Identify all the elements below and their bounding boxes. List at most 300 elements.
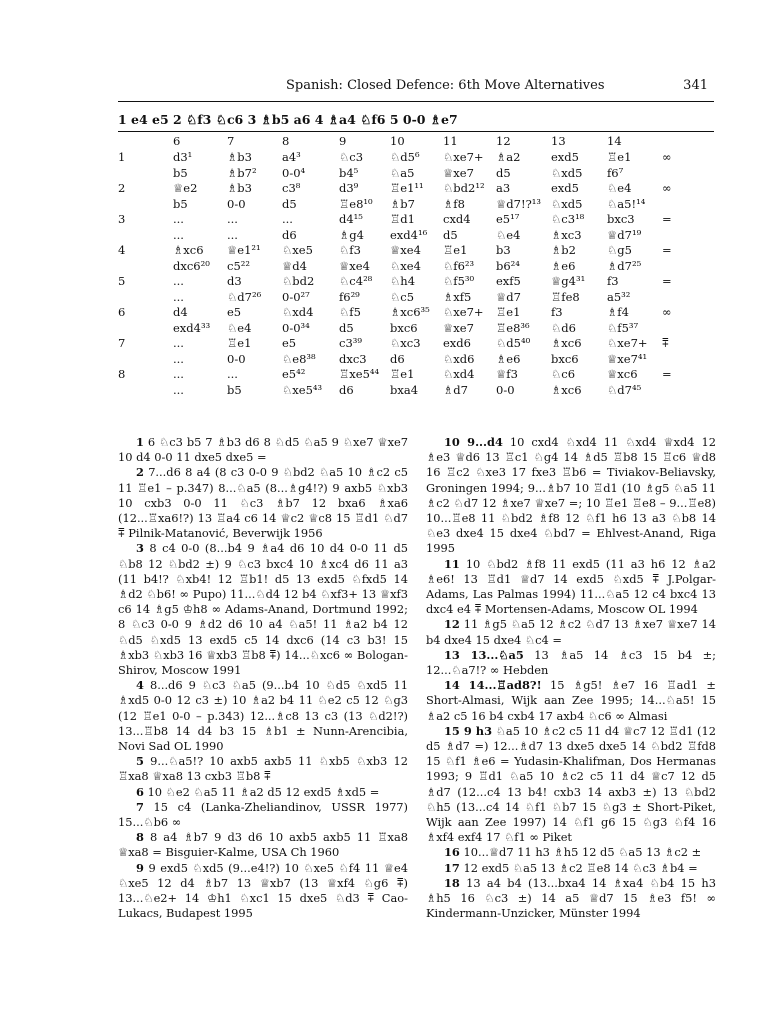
white-move: ...: [227, 367, 238, 381]
note-paragraph: [426, 617, 716, 647]
note-number: 8: [136, 830, 144, 845]
move-cell: [282, 336, 316, 367]
move-cell: [496, 212, 520, 243]
black-move: 0-0: [227, 196, 246, 211]
note-paragraph: [426, 648, 716, 678]
move-cell: [173, 243, 210, 274]
note-text: 10 cxd4 ♘xd4 11 ♘xd4 ♕xd4 12 ♗e3 ♕d6 13 ♖c1 ♘g4 14 ♗d5 ♖b8 15 ♖c6 ♕d8 16 ♖c2 ♘xe3 17 fxe3 ♖b6 = Tiviakov-Beliavsky, Groningen 1994; 9...♗b7 10 ♖d1 (10 ♗g5 ♘a5 11 ♗c2 ♘d7 12 ♗xe7 ♕xe7 =; 10 ♖e1 ♖e8 – 9...♖e8) 10...♖e8 11 ♘bd2 ♗f8 12 ♘f1 h6 13 a3 ♘b8 14 ♘e3 dxe4 15 dxe4 ♘bd7 = Ehlvest-Anand, Riga 1995: [426, 435, 717, 556]
note-text: 15 ♗g5! ♗e7 16 ♖ad1 ± Short-Almasi, Wijk aan Zee 1995; 14...♘a5! 15 ♗a2 c5 16 b4 cxb4 17 axb4 ♘c6 ∞ Almasi: [426, 678, 716, 723]
note-text: 15 c4 (Lanka-Zheliandinov, USSR 1977) 15...♘b6 ∞: [118, 799, 409, 830]
move-cell: [227, 212, 238, 243]
white-move: ♘bd2: [282, 274, 315, 288]
note-paragraph: [426, 724, 716, 846]
black-move: a5³²: [607, 289, 631, 304]
row-number: 3: [118, 212, 126, 226]
white-move: ♘c6: [551, 367, 576, 381]
note-number: 4: [136, 678, 144, 693]
black-move: 0-0³⁴: [282, 320, 310, 335]
white-move: ♘c3: [339, 150, 364, 164]
move-cell: [339, 336, 367, 367]
black-move: ♕xe4: [339, 258, 370, 273]
note-paragraph: [118, 785, 408, 800]
note-number: 6: [136, 784, 144, 799]
move-cell: [443, 243, 474, 274]
table-row: [118, 274, 714, 305]
black-move: ...: [173, 289, 184, 304]
black-move: ♕xe7: [443, 320, 474, 335]
column-header: 8: [282, 134, 290, 148]
evaluation: =: [662, 274, 672, 288]
note-text: 6 ♘c3 b5 7 ♗b3 d6 8 ♘d5 ♘a5 9 ♘xe7 ♕xe7 10 d4 0-0 11 dxe5 dxe5 =: [118, 435, 408, 465]
move-cell: [607, 274, 630, 305]
black-move: ♕d7!?¹³: [496, 196, 541, 211]
black-move: 0-0: [496, 382, 515, 397]
black-move: ♘e8³⁸: [282, 351, 316, 366]
black-move: c5²²: [227, 258, 250, 273]
black-move: ♖e8³⁶: [496, 320, 530, 335]
move-cell: [173, 181, 197, 212]
move-cell: [282, 274, 314, 305]
column-header: 13: [551, 134, 566, 148]
note-paragraph: [118, 435, 408, 465]
black-move: ♗g4: [339, 227, 364, 242]
move-cell: [496, 305, 530, 336]
move-cell: [443, 367, 474, 398]
white-move: e5¹⁷: [496, 212, 520, 226]
move-cell: [496, 243, 520, 274]
black-move: ♘f5³⁷: [607, 320, 639, 335]
black-move: ♘d6: [551, 320, 576, 335]
black-move: 0-0: [227, 351, 246, 366]
move-cell: [607, 336, 648, 367]
black-move: ...: [173, 382, 184, 397]
white-move: f3: [607, 274, 619, 288]
white-move: ...: [173, 367, 184, 381]
note-number: 7: [136, 799, 144, 814]
white-move: ♕xe4: [390, 243, 421, 257]
black-move: b5: [227, 382, 242, 397]
move-cell: [227, 181, 252, 212]
white-move: ♖e1: [227, 336, 252, 350]
move-cell: [496, 367, 518, 398]
row-number: 2: [118, 181, 126, 195]
white-move: ♘f5³⁰: [443, 274, 475, 288]
move-cell: [496, 150, 520, 181]
white-move: f3: [551, 305, 563, 319]
white-move: ♗b2: [551, 243, 576, 257]
move-cell: [443, 150, 484, 181]
black-move: ♗b7: [390, 196, 415, 211]
black-move: ♘f6²³: [443, 258, 475, 273]
white-move: d4¹⁵: [339, 212, 363, 226]
note-number: 2: [136, 465, 144, 480]
move-cell: [390, 305, 430, 336]
note-text: 8 c4 0-0 (8...b4 9 ♗a4 d6 10 d4 0-0 11 d5 ♘b8 12 ♘bd2 ±) 9 ♘c3 bxc4 10 ♗xc4 d6 11 a3 (11 b4!? ♘xb4! 12 ♖b1! d5 13 exd5 ♘fxd5 14 ♗d2 ♘b6! ∞ Pupo) 11...♘d4 12 b4 ♘xf3+ 13 ♕xf3 c6 14 ♗g5 ♔h8 ∞ Adams-Anand, Dortmund 1992; 8 ♘c3 0-0 9 ♗d2 d6 10 a4 ♘a5! 11 ♗a2 b4 12 ♘d5 ♘xd5 13 exd5 c5 14 dxc6 (14 c3 b3! 15 ♗xb3 ♘xb3 16 ♕xb3 ♖b8 ⩱) 14...♘xc6 ∞ Bologan-Shirov, Moscow 1991: [118, 541, 408, 678]
white-move: exd6: [443, 336, 471, 350]
black-move: d6: [339, 382, 354, 397]
evaluation: ∞: [662, 181, 672, 195]
note-number: 1: [136, 435, 144, 449]
white-move: ♘d5⁶: [390, 150, 420, 164]
move-cell: [443, 212, 471, 243]
note-paragraph: [118, 800, 408, 830]
move-cell: [282, 367, 322, 398]
note-number: 11: [444, 556, 460, 571]
note-number: 13 13...♘a5: [444, 647, 524, 662]
white-move: ♗xc6³⁵: [390, 305, 430, 319]
opening-line: 1 e4 e5 2 ♘f3 ♘c6 3 ♗b5 a6 4 ♗a4 ♘f6 5 0-0 ♗e7: [118, 112, 458, 127]
black-move: d5: [443, 227, 458, 242]
white-move: ♘d5⁴⁰: [496, 336, 531, 350]
black-move: ♘xe4: [390, 258, 421, 273]
move-cell: [227, 367, 242, 398]
opening-rule: [118, 131, 714, 132]
white-move: ♘xd4: [443, 367, 475, 381]
black-move: 0-0⁴: [282, 165, 306, 180]
move-cell: [339, 212, 364, 243]
black-move: ♘a5!¹⁴: [607, 196, 646, 211]
move-cell: [496, 274, 521, 305]
black-move: ♗f8: [443, 196, 465, 211]
black-move: ♘xe5⁴³: [282, 382, 323, 397]
black-move: ♗xf5: [443, 289, 472, 304]
move-cell: [551, 336, 582, 367]
black-move: ♕d4: [282, 258, 307, 273]
black-move: b4⁵: [339, 165, 359, 180]
note-paragraph: [426, 435, 716, 557]
white-move: exf5: [496, 274, 521, 288]
move-cell: [282, 212, 297, 243]
note-number: 9: [136, 860, 144, 875]
black-move: dxc6²⁰: [173, 258, 210, 273]
move-cell: [227, 305, 251, 336]
move-cell: [173, 212, 184, 243]
white-move: ♘h4: [390, 274, 416, 288]
move-cell: [227, 274, 261, 305]
note-text: 13 ♗a5 14 ♗c3 15 b4 ±; 12...♘a7!? ∞ Hebden: [426, 647, 716, 678]
note-paragraph: [118, 678, 408, 754]
white-move: e5: [227, 305, 242, 319]
white-move: ♘xe5: [282, 243, 313, 257]
move-table: [118, 134, 714, 398]
move-cell: [339, 150, 363, 181]
column-header: 12: [496, 134, 511, 148]
black-move: f6²⁹: [339, 289, 360, 304]
white-move: ♘f5: [339, 305, 361, 319]
note-number: 15 9 h3: [444, 723, 493, 738]
table-row: [118, 243, 714, 274]
note-paragraph: [118, 754, 408, 784]
black-move: ♘a5: [390, 165, 415, 180]
note-text: 11 ♗g5 ♘a5 12 ♗c2 ♘d7 13 ♗xe7 ♕xe7 14 b4 dxe4 15 dxe4 ♘c4 =: [426, 617, 716, 647]
column-header: 11: [443, 134, 458, 148]
note-text: 7...d6 8 a4 (8 c3 0-0 9 ♘bd2 ♘a5 10 ♗c2 c5 11 ♖e1 – p.347) 8...♘a5 (8...♗g4!?) 9 axb5 ♘xb3 10 cxb3 0-0 11 ♘c3 ♗b7 12 bxa6 ♗xa6 (12...♖xa6!?) 13 ♖a4 c6 14 ♕c2 ♕c8 15 ♖d1 ♘d7 ⩱ Pilnik-Matanović, Beverwijk 1956: [118, 465, 408, 541]
move-cell: [607, 212, 641, 243]
table-row: [118, 181, 714, 212]
white-move: ♕g4³¹: [551, 274, 586, 288]
move-cell: [551, 150, 582, 181]
white-move: d3¹: [173, 150, 193, 164]
white-move: ...: [173, 274, 184, 288]
black-move: d5: [496, 165, 511, 180]
column-header: 14: [607, 134, 622, 148]
row-number: 8: [118, 367, 126, 381]
black-move: ♗xc6: [551, 382, 582, 397]
white-move: ♖e1: [607, 150, 632, 164]
white-move: a3: [496, 181, 511, 195]
move-cell: [551, 181, 582, 212]
black-move: ♘xd6: [443, 351, 475, 366]
note-text: 13 a4 b4 (13...bxa4 14 ♗xa4 ♘b4 15 h3 ♗h5 16 ♘c3 ±) 14 a5 ♕d7 15 ♗e3 f5! ∞ Kindermann-Unzicker, Münster 1994: [426, 875, 716, 921]
black-move: bxa4: [390, 382, 419, 397]
note-paragraph: [118, 861, 408, 922]
white-move: ♕xc6: [607, 367, 638, 381]
black-move: ...: [227, 227, 238, 242]
black-move: d6: [282, 227, 297, 242]
move-cell: [282, 243, 313, 274]
move-cell: [443, 181, 485, 212]
white-move: ♘xc3: [390, 336, 421, 350]
black-move: ♘xd5: [551, 165, 583, 180]
black-move: ♘c5: [390, 289, 415, 304]
column-header: 9: [339, 134, 347, 148]
column-header: 7: [227, 134, 235, 148]
black-move: ♗xc3: [551, 227, 582, 242]
row-number: 7: [118, 336, 126, 350]
notes-column-left: [118, 435, 408, 922]
move-cell: [173, 150, 192, 181]
note-text: 9...♘a5!? 10 axb5 axb5 11 ♘xb5 ♘xb3 12 ♖xa8 ♕xa8 13 cxb3 ♖b8 ⩱: [118, 754, 408, 784]
move-cell: [339, 367, 379, 398]
white-move: ♘g5: [607, 243, 632, 257]
note-number: 10 9...d4: [444, 435, 503, 449]
white-move: ♗b3: [227, 150, 252, 164]
black-move: ♖fe8: [551, 289, 580, 304]
column-header: 10: [390, 134, 405, 148]
note-number: 5: [136, 754, 144, 769]
black-move: b6²⁴: [496, 258, 520, 273]
header-rule: [118, 101, 714, 102]
black-move: ...: [173, 351, 184, 366]
page-number: 341: [683, 78, 708, 93]
note-paragraph: [118, 541, 408, 678]
move-cell: [551, 305, 576, 336]
chapter-title: Spanish: Closed Defence: 6th Move Alternatives: [286, 78, 605, 93]
white-move: ♘xe7+: [607, 336, 648, 350]
note-text: ♘a5 10 ♗c2 c5 11 d4 ♕c7 12 ♖d1 (12 d5 ♗d7 =) 12...♗d7 13 dxe5 dxe5 14 ♘bd2 ♖fd8 15 ♘f1 ♗e6 = Yudasin-Khalifman, Dos Hermanas 1993; 9 ♖d1 ♘a5 10 ♗c2 c5 11 d4 ♕c7 12 d5 ♗d7 (12...c4 13 b4! cxb3 14 axb3 ±) 13 ♘bd2 ♘h5 (13...c4 14 ♘f1 ♘b7 15 ♘g3 ± Short-Piket, Wijk aan Zee 1997) 14 ♘f1 g6 15 ♘g3 ♘f4 16 ♗xf4 exf4 17 ♘f1 ∞ Piket: [426, 723, 716, 845]
black-move: exd4¹⁶: [390, 227, 428, 242]
black-move: ♕xe7: [443, 165, 474, 180]
black-move: ♗b7²: [227, 165, 257, 180]
white-move: ♘f3: [339, 243, 361, 257]
black-move: bxc6: [390, 320, 418, 335]
white-move: ♘xd4: [282, 305, 314, 319]
white-move: ...: [227, 212, 238, 226]
row-number: 6: [118, 305, 126, 319]
move-cell: [227, 150, 257, 181]
row-number: 1: [118, 150, 126, 164]
black-move: ♗d7: [443, 382, 468, 397]
white-move: ...: [282, 212, 293, 226]
black-move: ♗d7²⁵: [607, 258, 642, 273]
move-cell: [390, 367, 418, 398]
note-paragraph: [426, 876, 716, 922]
evaluation: ⩱: [662, 336, 669, 350]
move-cell: [339, 243, 370, 274]
table-row: [118, 305, 714, 336]
move-cell: [173, 305, 210, 336]
move-cell: [607, 305, 638, 336]
white-move: exd5: [551, 150, 579, 164]
table-row: [118, 212, 714, 243]
black-move: b5: [173, 196, 188, 211]
note-number: 12: [444, 617, 460, 632]
table-row: [118, 367, 714, 398]
white-move: c3⁸: [282, 181, 301, 195]
note-text: 10 ♘bd2 ♗f8 11 exd5 (11 a3 h6 12 ♗a2 ♗e6! 13 ♖d1 ♕d7 14 exd5 ♘xd5 ⩱ J.Polgar-Adams, Las Palmas 1994) 11...♘a5 12 c4 bxc4 13 dxc4 e4 ⩱ Mortensen-Adams, Moscow OL 1994: [426, 556, 716, 617]
move-cell: [173, 336, 184, 367]
white-move: b3: [496, 243, 511, 257]
running-header: [118, 78, 714, 100]
note-paragraph: [426, 861, 716, 876]
move-cell: [282, 181, 300, 212]
move-cell: [282, 150, 305, 181]
note-text: 8 a4 ♗b7 9 d3 d6 10 axb5 axb5 11 ♖xa8 ♕xa8 = Bisguier-Kalme, USA Ch 1960: [118, 830, 408, 860]
white-move: e5: [282, 336, 297, 350]
move-cell: [551, 274, 585, 305]
move-cell: [390, 150, 420, 181]
note-number: 14 14...♖ad8?!: [444, 678, 542, 693]
move-cell: [390, 274, 415, 305]
note-number: 3: [136, 541, 144, 556]
black-move: 0-0²⁷: [282, 289, 310, 304]
black-move: ...: [173, 227, 184, 242]
white-move: d3: [227, 274, 242, 288]
evaluation: =: [662, 367, 672, 381]
black-move: exd4³³: [173, 320, 211, 335]
move-cell: [496, 336, 530, 367]
move-cell: [607, 150, 631, 181]
move-cell: [339, 274, 372, 305]
move-cell: [173, 274, 184, 305]
black-move: ♖e8¹⁰: [339, 196, 373, 211]
move-cell: [607, 243, 641, 274]
black-move: ♗e6: [496, 351, 521, 366]
black-move: d5: [339, 320, 354, 335]
black-move: ♘d7⁴⁵: [607, 382, 642, 397]
move-cell: [607, 367, 641, 398]
notes-column-right: [426, 435, 716, 922]
white-move: ♕e2: [173, 181, 198, 195]
note-text: 10 ♘e2 ♘a5 11 ♗a2 d5 12 exd5 ♗xd5 =: [147, 784, 380, 799]
black-move: bxc6: [551, 351, 579, 366]
black-move: dxc3: [339, 351, 367, 366]
move-cell: [607, 181, 645, 212]
white-move: ♘e4: [607, 181, 632, 195]
evaluation: ∞: [662, 305, 672, 319]
white-move: ♘c3¹⁸: [551, 212, 585, 226]
note-text: 12 exd5 ♘a5 13 ♗c2 ♖e8 14 ♘c3 ♗b4 =: [463, 860, 698, 875]
note-text: 9 exd5 ♘xd5 (9...e4!?) 10 ♘xe5 ♘f4 11 ♕e4 ♘xe5 12 d4 ♗b7 13 ♕xb7 (13 ♕xf4 ♘g6 ⩱) 13...♘e2+ 14 ♔h1 ♘xc1 15 dxe5 ♘d3 ⩱ Cao-Lukacs, Budapest 1995: [118, 860, 408, 921]
black-move: d5: [282, 196, 297, 211]
white-move: ♗b3: [227, 181, 252, 195]
black-move: ♕d7¹⁹: [607, 227, 642, 242]
move-cell: [339, 305, 361, 336]
row-number: 5: [118, 274, 126, 288]
black-move: ♘e4: [227, 320, 252, 335]
evaluation: ∞: [662, 150, 672, 164]
white-move: ♖e1¹¹: [390, 181, 424, 195]
white-move: ♕f3: [496, 367, 518, 381]
white-move: ♖e1: [390, 367, 415, 381]
move-cell: [443, 274, 474, 305]
note-text: 8...d6 9 ♘c3 ♘a5 (9...b4 10 ♘d5 ♘xd5 11 ♗xd5 0-0 12 c3 ±) 10 ♗a2 b4 11 ♘e2 c5 12 ♘g3 (12 ♖e1 0-0 – p.343) 12...♗c8 13 c3 (13 ♘d2!?) 13...♖b8 14 d4 b3 15 ♗b1 ± Nunn-Arencibia, Novi Sad OL 1990: [118, 678, 409, 754]
move-cell: [227, 336, 251, 367]
white-move: ♘bd2¹²: [443, 181, 485, 195]
white-move: ♕e1²¹: [227, 243, 261, 257]
move-cell: [390, 181, 424, 212]
white-move: a4³: [282, 150, 301, 164]
white-move: ♘xe7+: [443, 150, 484, 164]
row-number: 4: [118, 243, 126, 257]
note-text: 10...♕d7 11 h3 ♗h5 12 d5 ♘a5 13 ♗c2 ±: [463, 845, 702, 860]
black-move: b5: [173, 165, 188, 180]
black-move: ♗e6: [551, 258, 576, 273]
white-move: c3³⁹: [339, 336, 362, 350]
move-cell: [282, 305, 313, 336]
white-move: ♘c4²⁸: [339, 274, 373, 288]
white-move: e5⁴²: [282, 367, 306, 381]
white-move: ...: [173, 336, 184, 350]
black-move: d6: [390, 351, 405, 366]
black-move: ♘e4: [496, 227, 521, 242]
move-cell: [390, 336, 421, 367]
table-header-row: [118, 134, 714, 150]
note-paragraph: [118, 830, 408, 860]
black-move: ♕xe7⁴¹: [607, 351, 648, 366]
white-move: ♗a2: [496, 150, 521, 164]
move-cell: [173, 367, 184, 398]
note-number: 17: [444, 860, 460, 875]
note-number: 18: [444, 875, 460, 890]
table-row: [118, 336, 714, 367]
white-move: d3⁹: [339, 181, 359, 195]
move-cell: [551, 367, 582, 398]
table-row: [118, 150, 714, 181]
note-number: 16: [444, 845, 460, 860]
move-cell: [551, 243, 576, 274]
move-cell: [227, 243, 261, 274]
white-move: ♖xe5⁴⁴: [339, 367, 380, 381]
move-cell: [390, 212, 427, 243]
white-move: bxc3: [607, 212, 635, 226]
white-move: ♘xe7+: [443, 305, 484, 319]
white-move: ♗xc6: [173, 243, 204, 257]
move-cell: [443, 305, 484, 336]
black-move: ♘d7²⁶: [227, 289, 262, 304]
evaluation: =: [662, 243, 672, 257]
note-paragraph: [426, 678, 716, 724]
black-move: ♕d7: [496, 289, 521, 304]
move-cell: [551, 212, 584, 243]
white-move: ♗xc6: [551, 336, 582, 350]
note-paragraph: [426, 557, 716, 618]
note-paragraph: [118, 465, 408, 541]
white-move: ♖d1: [390, 212, 415, 226]
white-move: ...: [173, 212, 184, 226]
white-move: cxd4: [443, 212, 471, 226]
white-move: d4: [173, 305, 188, 319]
